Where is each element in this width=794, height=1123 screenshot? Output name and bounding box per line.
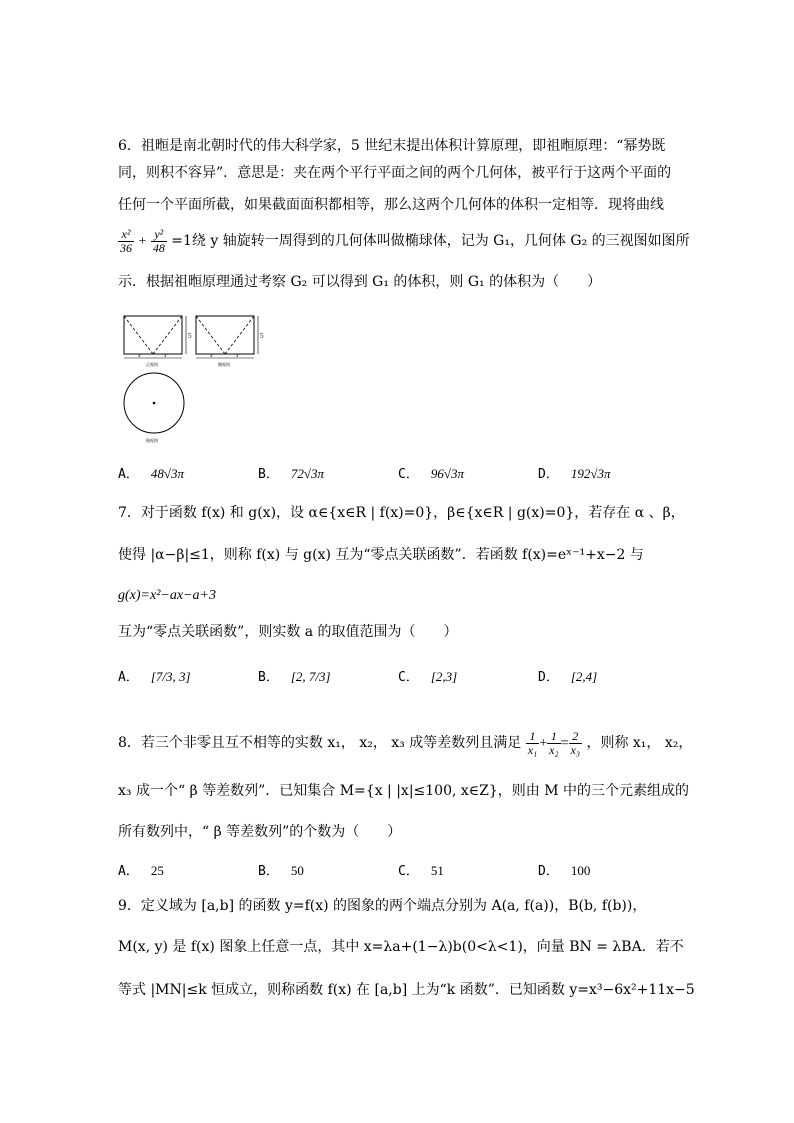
q8-line-2: x₃ 成一个“ β 等差数列”．已知集合 M={x | |x|≤100, x∈Z}，则由 M 中的三个元素组成的 (118, 783, 690, 799)
q8-choice-a[interactable]: A． 25 (118, 863, 164, 879)
frac-1-over-x1: $\frac{1}{\text{x₁}}$ (527, 728, 538, 757)
three-view-figure (118, 312, 278, 447)
q8-choice-b[interactable]: B． 50 (258, 863, 304, 879)
q7-line-2: 使得 |α−β|≤1，则称 f(x) 与 g(x) 互为“零点关联函数”．若函数 f(x)=eˣ⁻¹+x−2 与 (118, 547, 644, 563)
q8-line-1: 8．若三个非零且互不相等的实数 x₁， x₂， x₃ 成等差数列且满足 $\frac{1}{\text{x₁}}$ + $\frac{1}{\text{x₂}}$ = $\frac{2}{\text{x₃}}$ ，则称 x₁， x₂， (118, 728, 693, 757)
side-view-label: 侧视图 (218, 362, 230, 367)
front-view (124, 316, 192, 367)
q7-choice-a[interactable]: A． [7/3, 3] (118, 669, 191, 685)
q6-choices (118, 461, 678, 487)
side-view (196, 316, 264, 367)
q7-choice-c[interactable]: C． [2,3] (398, 669, 458, 685)
q6-line-3: 任何一个平面所截，如果截面面积都相等，那么这两个几何体的体积一定相等．现将曲线 (118, 197, 664, 213)
q6-choice-d[interactable]: D． 192√3π (538, 466, 611, 482)
q7-choices (118, 664, 678, 690)
side-height-dim: 5 (260, 332, 264, 340)
q7-line-3: g(x)=x²−ax−a+3 (118, 588, 216, 603)
q6-line-1: 6．祖暅是南北朝时代的伟大科学家，5 世纪末提出体积计算原理，即祖暅原理：“幂势既 (118, 138, 666, 154)
front-view-label: 正视图 (146, 362, 158, 367)
front-height-dim: 5 (188, 332, 192, 340)
q7-choice-d[interactable]: D． [2,4] (538, 669, 598, 685)
front-width-dim-left: 4 (138, 354, 141, 359)
top-view (124, 373, 184, 443)
q9-line-3: 等式 |MN|≤k 恒成立，则称函数 f(x) 在 [a,b] 上为“k 函数”．已知函数 y=x³−6x²+11x−5 (118, 982, 695, 998)
q8-choice-d[interactable]: D． 100 (538, 863, 591, 879)
q9-line-1: 9．定义域为 [a,b] 的函数 y=f(x) 的图象的两个端点分别为 A(a, f(a))，B(b, f(b))， (118, 898, 647, 914)
q9-line-2: M(x, y) 是 f(x) 图象上任意一点，其中 x=λa+(1−λ)b(0<λ<1)，向量 BN = λBA．若不 (118, 939, 684, 955)
q7-choice-b[interactable]: B． [2, 7/3] (258, 669, 331, 685)
q6-line-2: 同，则积不容异”．意思是：夹在两个平行平面之间的两个几何体，被平行于这两个平面的 (118, 165, 672, 181)
top-view-label: 俯视图 (146, 438, 158, 443)
q7-line-1: 7．对于函数 f(x) 和 g(x)，设 α∈{x∈R | f(x)=0}，β∈{x∈R | g(x)=0}，若存在 α 、β， (118, 505, 685, 521)
q6-line-5: 示．根据祖暅原理通过考察 G₂ 可以得到 G₁ 的体积，则 G₁ 的体积为（ ） (118, 274, 602, 290)
q6-line-4: $\frac{\text{x²}}{36}$ + $\frac{\text{y²}}{48}$ =1绕 y 轴旋转一周得到的几何体叫做椭球体，记为 G₁，几何体 G₂ 的三视图如图所 (120, 226, 690, 255)
q6-line-4-text: =1绕 y 轴旋转一周得到的几何体叫做椭球体，记为 G₁，几何体 G₂ 的三视图如图所 (171, 233, 690, 249)
ellipse-frac-y: $\frac{\text{y²}}{48}$ (152, 226, 165, 255)
frac-1-over-x2: $\frac{1}{\text{x₂}}$ (549, 728, 559, 757)
side-width-dim-left: 4 (210, 354, 213, 359)
q8-choices (118, 858, 678, 884)
q6-choice-c[interactable]: C． 96√3π (398, 466, 464, 482)
q8-line-3: 所有数列中，“ β 等差数列”的个数为（ ） (118, 824, 402, 840)
q6-choice-b[interactable]: B． 72√3π (258, 466, 324, 482)
q7-line-4: 互为“零点关联函数”，则实数 a 的取值范围为（ ） (118, 624, 458, 640)
ellipse-frac-x: $\frac{\text{x²}}{36}$ (120, 226, 132, 255)
side-width-dim-right: 4 (236, 354, 239, 359)
q6-choice-a[interactable]: A． 48√3π (118, 466, 184, 482)
frac-2-over-x3: $\frac{2}{\text{x₃}}$ (570, 728, 580, 757)
q8-choice-c[interactable]: C． 51 (398, 863, 444, 879)
front-width-dim-right: 4 (164, 354, 167, 359)
